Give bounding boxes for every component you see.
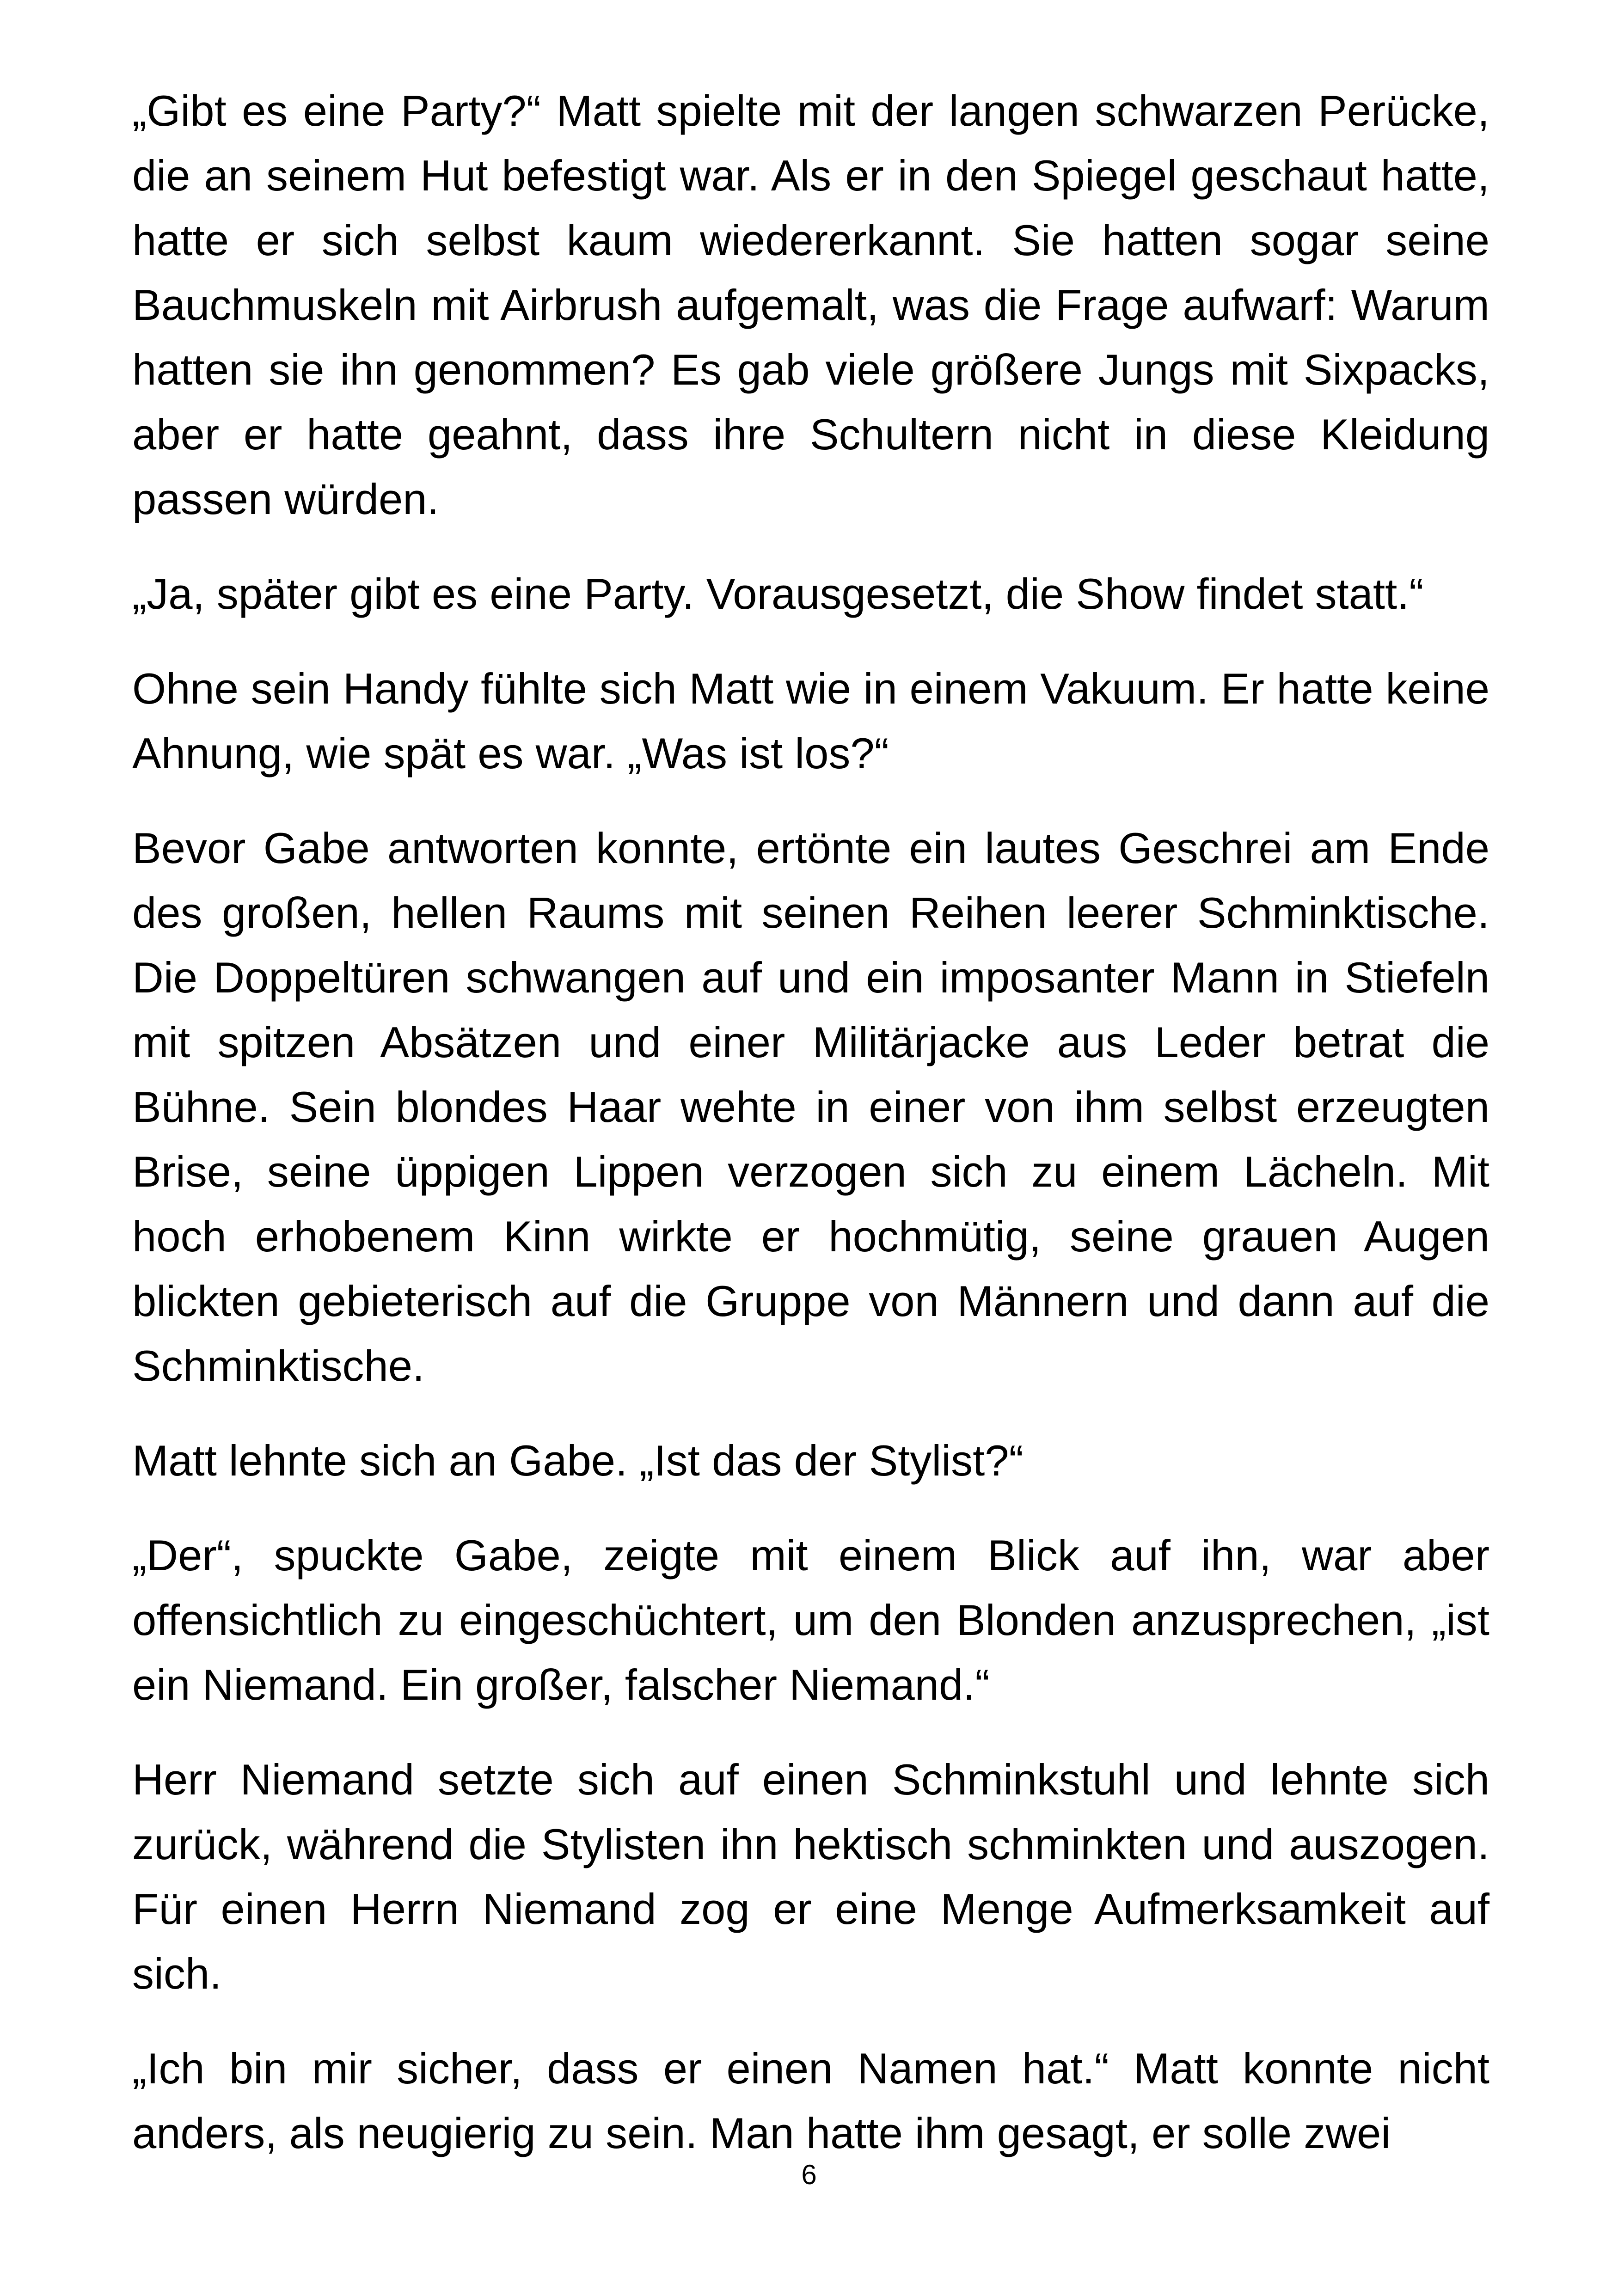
page-body xyxy=(132,79,1489,2196)
paragraph: „Ja, später gibt es eine Party. Vorausgesetzt, die Show findet statt.“ xyxy=(132,569,1424,618)
paragraph: Matt lehnte sich an Gabe. „Ist das der Stylist?“ xyxy=(132,1436,1024,1485)
page-number: 6 xyxy=(801,2159,817,2190)
paragraph: Herr Niemand setzte sich auf einen Schminkstuhl und lehnte sich zurück, während die Stylisten ihn hektisch schminkten und auszogen. Für einen Herrn Niemand zog er eine Menge Aufmerksamkeit auf sich. xyxy=(132,1755,1489,1998)
paragraph: Bevor Gabe antworten konnte, ertönte ein lautes Geschrei am Ende des großen, hellen Raums mit seinen Reihen leerer Schminktische. Die Doppeltüren schwangen auf und ein imposanter Mann in Stiefeln mit spitzen Absätzen und einer Militärjacke aus Leder betrat die Bühne. Sein blondes Haar wehte in einer von ihm selbst erzeugten Brise, seine üppigen Lippen verzogen sich zu einem Lächeln. Mit hoch erhobenem Kinn wirkte er hochmütig, seine grauen Augen blickten gebieterisch auf die Gruppe von Männern und dann auf die Schminktische. xyxy=(132,824,1489,1390)
paragraph: „Ich bin mir sicher, dass er einen Namen hat.“ Matt konnte nicht anders, als neugierig zu sein. Man hatte ihm gesagt, er solle zwei xyxy=(132,2044,1489,2157)
paragraph: „Gibt es eine Party?“ Matt spielte mit der langen schwarzen Perücke, die an seinem Hut befestigt war. Als er in den Spiegel geschaut hatte, hatte er sich selbst kaum wiedererkannt. Sie hatten sogar seine Bauchmuskeln mit Airbrush aufgemalt, was die Frage aufwarf: Warum hatten sie ihn genommen? Es gab viele größere Jungs mit Sixpacks, aber er hatte geahnt, dass ihre Schultern nicht in diese Kleidung passen würden. xyxy=(132,86,1489,523)
paragraph: Ohne sein Handy fühlte sich Matt wie in einem Vakuum. Er hatte keine Ahnung, wie spät es war. „Was ist los?“ xyxy=(132,664,1489,778)
paragraph: „Der“, spuckte Gabe, zeigte mit einem Blick auf ihn, war aber offensichtlich zu eingeschüchtert, um den Blonden anzusprechen, „ist ein Niemand. Ein großer, falscher Niemand.“ xyxy=(132,1531,1489,1709)
